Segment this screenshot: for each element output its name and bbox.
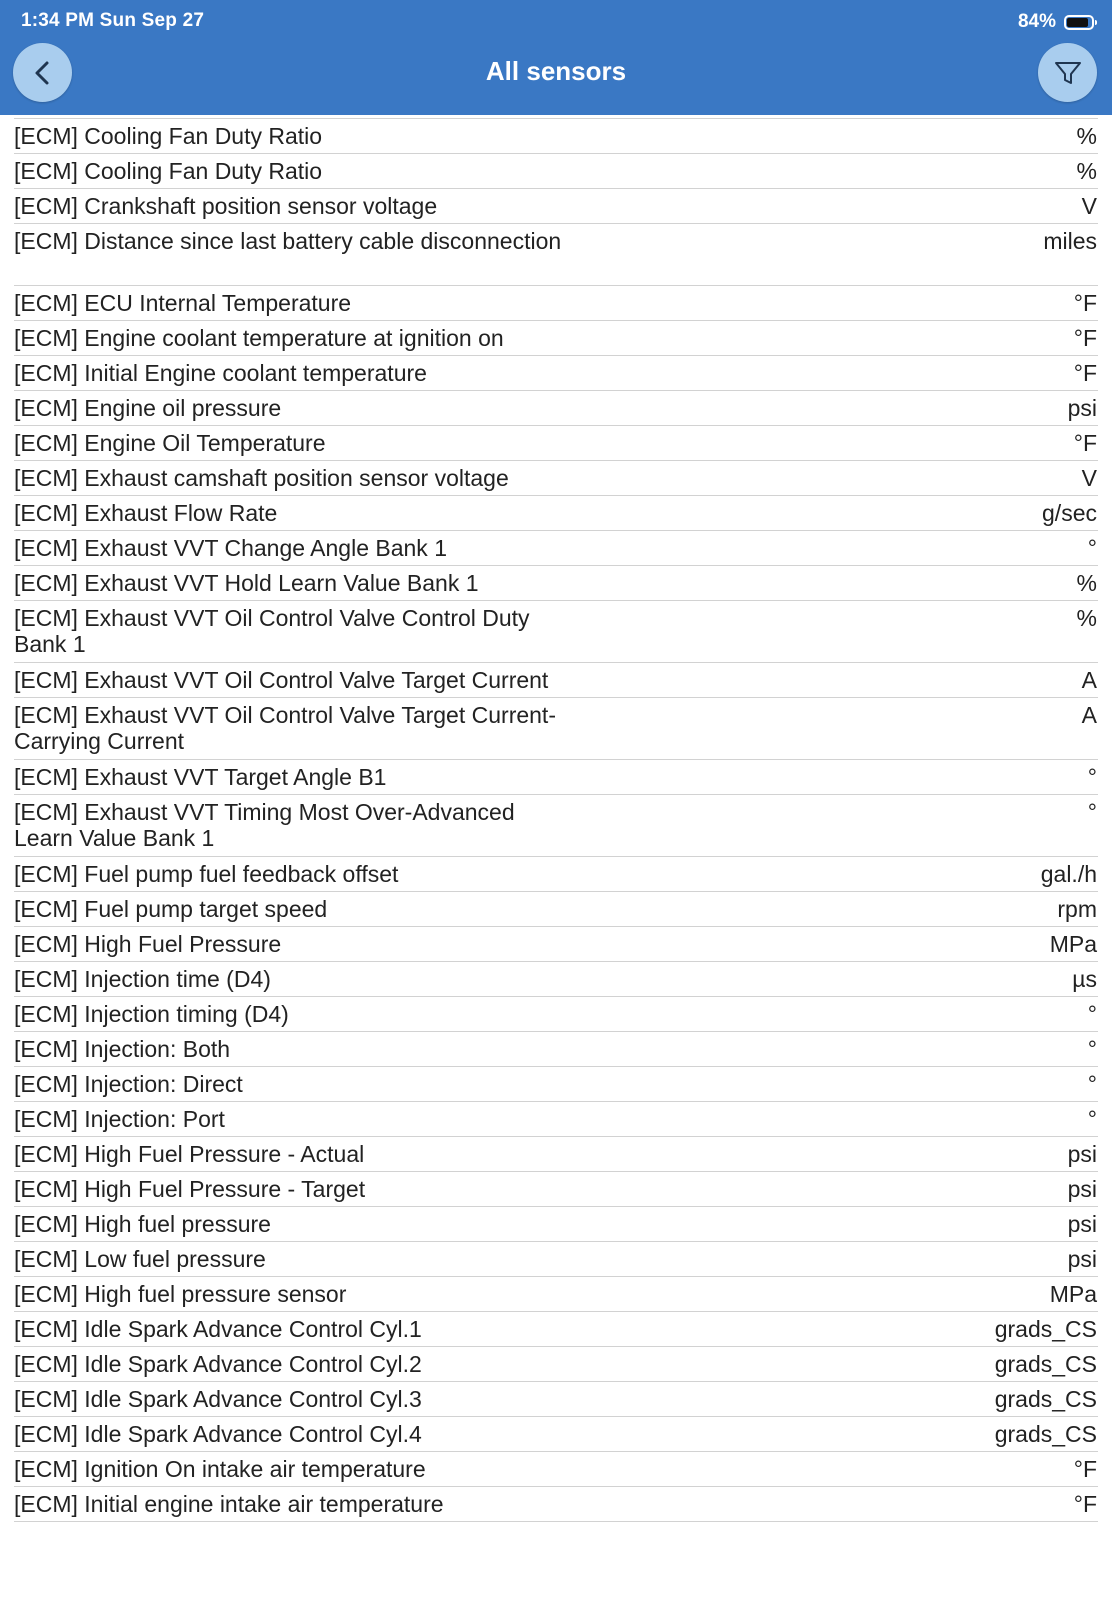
sensor-name: [ECM] High fuel pressure sensor [14, 1281, 347, 1307]
sensor-list [14, 118, 1098, 1522]
sensor-name: [ECM] High Fuel Pressure - Actual [14, 1141, 365, 1167]
sensor-row[interactable] [14, 321, 1098, 356]
sensor-row[interactable] [14, 1417, 1098, 1452]
sensor-row[interactable] [14, 1312, 1098, 1347]
sensor-unit: °F [1073, 290, 1097, 316]
sensor-row[interactable] [14, 857, 1098, 892]
sensor-row[interactable] [14, 1242, 1098, 1277]
sensor-row[interactable] [14, 997, 1098, 1032]
sensor-unit: ° [1087, 799, 1097, 825]
sensor-unit: µs [1072, 966, 1097, 992]
sensor-name: [ECM] Exhaust camshaft position sensor voltage [14, 465, 509, 491]
sensor-name: [ECM] Injection time (D4) [14, 966, 271, 992]
sensor-name: [ECM] Fuel pump fuel feedback offset [14, 861, 399, 887]
sensor-name: [ECM] High fuel pressure [14, 1211, 271, 1237]
sensor-unit: % [1076, 570, 1097, 596]
sensor-name: [ECM] Exhaust VVT Change Angle Bank 1 [14, 535, 447, 561]
sensor-row[interactable] [14, 927, 1098, 962]
sensor-row[interactable] [14, 1277, 1098, 1312]
sensor-unit: A [1081, 667, 1097, 693]
sensor-name: [ECM] Injection: Both [14, 1036, 231, 1062]
sensor-unit: grads_CS [994, 1316, 1097, 1342]
sensor-name: [ECM] Exhaust VVT Target Angle B1 [14, 764, 387, 790]
sensor-row[interactable] [14, 1137, 1098, 1172]
sensor-unit: grads_CS [994, 1351, 1097, 1377]
sensor-unit: ° [1087, 535, 1097, 561]
sensor-name: [ECM] Exhaust Flow Rate [14, 500, 278, 526]
sensor-row[interactable] [14, 356, 1098, 391]
sensor-unit: V [1081, 193, 1097, 219]
sensor-row[interactable] [14, 286, 1098, 321]
sensor-unit: °F [1073, 360, 1097, 386]
sensor-row[interactable] [14, 531, 1098, 566]
sensor-row[interactable] [14, 1382, 1098, 1417]
sensor-name: [ECM] Crankshaft position sensor voltage [14, 193, 438, 219]
sensor-unit: A [1081, 702, 1097, 728]
sensor-unit: ° [1087, 1036, 1097, 1062]
sensor-name: [ECM] Engine coolant temperature at ignition on [14, 325, 504, 351]
sensor-unit: ° [1087, 1001, 1097, 1027]
sensor-name: [ECM] Low fuel pressure [14, 1246, 266, 1272]
sensor-name: [ECM] Engine Oil Temperature [14, 430, 326, 456]
sensor-row[interactable] [14, 426, 1098, 461]
sensor-row[interactable] [14, 601, 1098, 663]
sensor-name: [ECM] Exhaust VVT Oil Control Valve Control Duty Bank 1 [14, 605, 530, 657]
sensor-row[interactable] [14, 760, 1098, 795]
sensor-unit: V [1081, 465, 1097, 491]
sensor-unit: psi [1067, 1176, 1097, 1202]
battery-percent: 84% [1017, 11, 1056, 32]
filter-icon [1053, 58, 1083, 88]
sensor-name: [ECM] Ignition On intake air temperature [14, 1456, 426, 1482]
sensor-row[interactable] [14, 892, 1098, 927]
app-header [0, 0, 1112, 115]
sensor-unit: g/sec [1042, 500, 1097, 526]
sensor-row[interactable] [14, 1102, 1098, 1137]
sensor-name: [ECM] Fuel pump target speed [14, 896, 328, 922]
sensor-row[interactable] [14, 461, 1098, 496]
sensor-unit: % [1076, 123, 1097, 149]
sensor-unit: MPa [1049, 931, 1097, 957]
sensor-row[interactable] [14, 663, 1098, 698]
sensor-name: [ECM] Distance since last battery cable disconnection [14, 228, 562, 254]
sensor-unit: ° [1087, 1106, 1097, 1132]
sensor-row[interactable] [14, 962, 1098, 997]
sensor-name: [ECM] Injection: Port [14, 1106, 225, 1132]
sensor-unit: ° [1087, 764, 1097, 790]
sensor-name: [ECM] Initial Engine coolant temperature [14, 360, 427, 386]
sensor-unit: MPa [1049, 1281, 1097, 1307]
sensor-unit: gal./h [1040, 861, 1097, 887]
sensor-row[interactable] [14, 566, 1098, 601]
sensor-row[interactable] [14, 698, 1098, 760]
sensor-row[interactable] [14, 154, 1098, 189]
sensor-name: [ECM] Injection timing (D4) [14, 1001, 289, 1027]
battery-icon [1064, 15, 1094, 30]
sensor-name: [ECM] Idle Spark Advance Control Cyl.1 [14, 1316, 422, 1342]
sensor-unit: °F [1073, 1491, 1097, 1517]
sensor-unit: psi [1067, 1141, 1097, 1167]
sensor-unit: grads_CS [994, 1386, 1097, 1412]
sensor-name: [ECM] Idle Spark Advance Control Cyl.2 [14, 1351, 422, 1377]
sensor-row[interactable] [14, 1207, 1098, 1242]
sensor-name: [ECM] ECU Internal Temperature [14, 290, 352, 316]
status-battery [1018, 10, 1094, 34]
sensor-unit: psi [1067, 1211, 1097, 1237]
sensor-row[interactable] [14, 1067, 1098, 1102]
sensor-row[interactable] [14, 1452, 1098, 1487]
sensor-row[interactable] [14, 1347, 1098, 1382]
sensor-row[interactable] [14, 1032, 1098, 1067]
sensor-name: [ECM] High Fuel Pressure [14, 931, 282, 957]
sensor-name: [ECM] Exhaust VVT Timing Most Over-Advanced Learn Value Bank 1 [14, 799, 515, 851]
sensor-name: [ECM] Initial engine intake air temperature [14, 1491, 444, 1517]
sensor-row[interactable] [14, 496, 1098, 531]
sensor-row[interactable] [14, 1172, 1098, 1207]
sensor-unit: psi [1067, 1246, 1097, 1272]
sensor-name: [ECM] Cooling Fan Duty Ratio [14, 158, 323, 184]
sensor-name: [ECM] Exhaust VVT Oil Control Valve Target Current [14, 667, 549, 693]
sensor-unit: miles [1043, 228, 1097, 254]
status-time: 1:34 PM Sun Sep 27 [21, 10, 205, 31]
sensor-unit: °F [1073, 430, 1097, 456]
sensor-name: [ECM] Injection: Direct [14, 1071, 243, 1097]
sensor-name: [ECM] Exhaust VVT Hold Learn Value Bank 1 [14, 570, 479, 596]
sensor-name: [ECM] High Fuel Pressure - Target [14, 1176, 366, 1202]
sensor-name: [ECM] Idle Spark Advance Control Cyl.4 [14, 1421, 422, 1447]
sensor-row[interactable] [14, 189, 1098, 224]
sensor-name: [ECM] Exhaust VVT Oil Control Valve Target Current-Carrying Current [14, 702, 556, 754]
sensor-row[interactable] [14, 224, 1098, 286]
sensor-unit: °F [1073, 1456, 1097, 1482]
sensor-unit: % [1076, 158, 1097, 184]
sensor-unit: psi [1067, 395, 1097, 421]
page-title: All sensors [485, 56, 627, 86]
sensor-unit: ° [1087, 1071, 1097, 1097]
sensor-row[interactable] [14, 391, 1098, 426]
sensor-row[interactable] [14, 795, 1098, 857]
sensor-row[interactable] [14, 119, 1098, 154]
sensor-unit: grads_CS [994, 1421, 1097, 1447]
sensor-row[interactable] [14, 1487, 1098, 1522]
sensor-name: [ECM] Idle Spark Advance Control Cyl.3 [14, 1386, 422, 1412]
sensor-unit: % [1076, 605, 1097, 631]
filter-button[interactable] [1038, 43, 1097, 102]
sensor-name: [ECM] Engine oil pressure [14, 395, 282, 421]
sensor-unit: rpm [1057, 896, 1097, 922]
sensor-unit: °F [1073, 325, 1097, 351]
sensor-name: [ECM] Cooling Fan Duty Ratio [14, 123, 323, 149]
